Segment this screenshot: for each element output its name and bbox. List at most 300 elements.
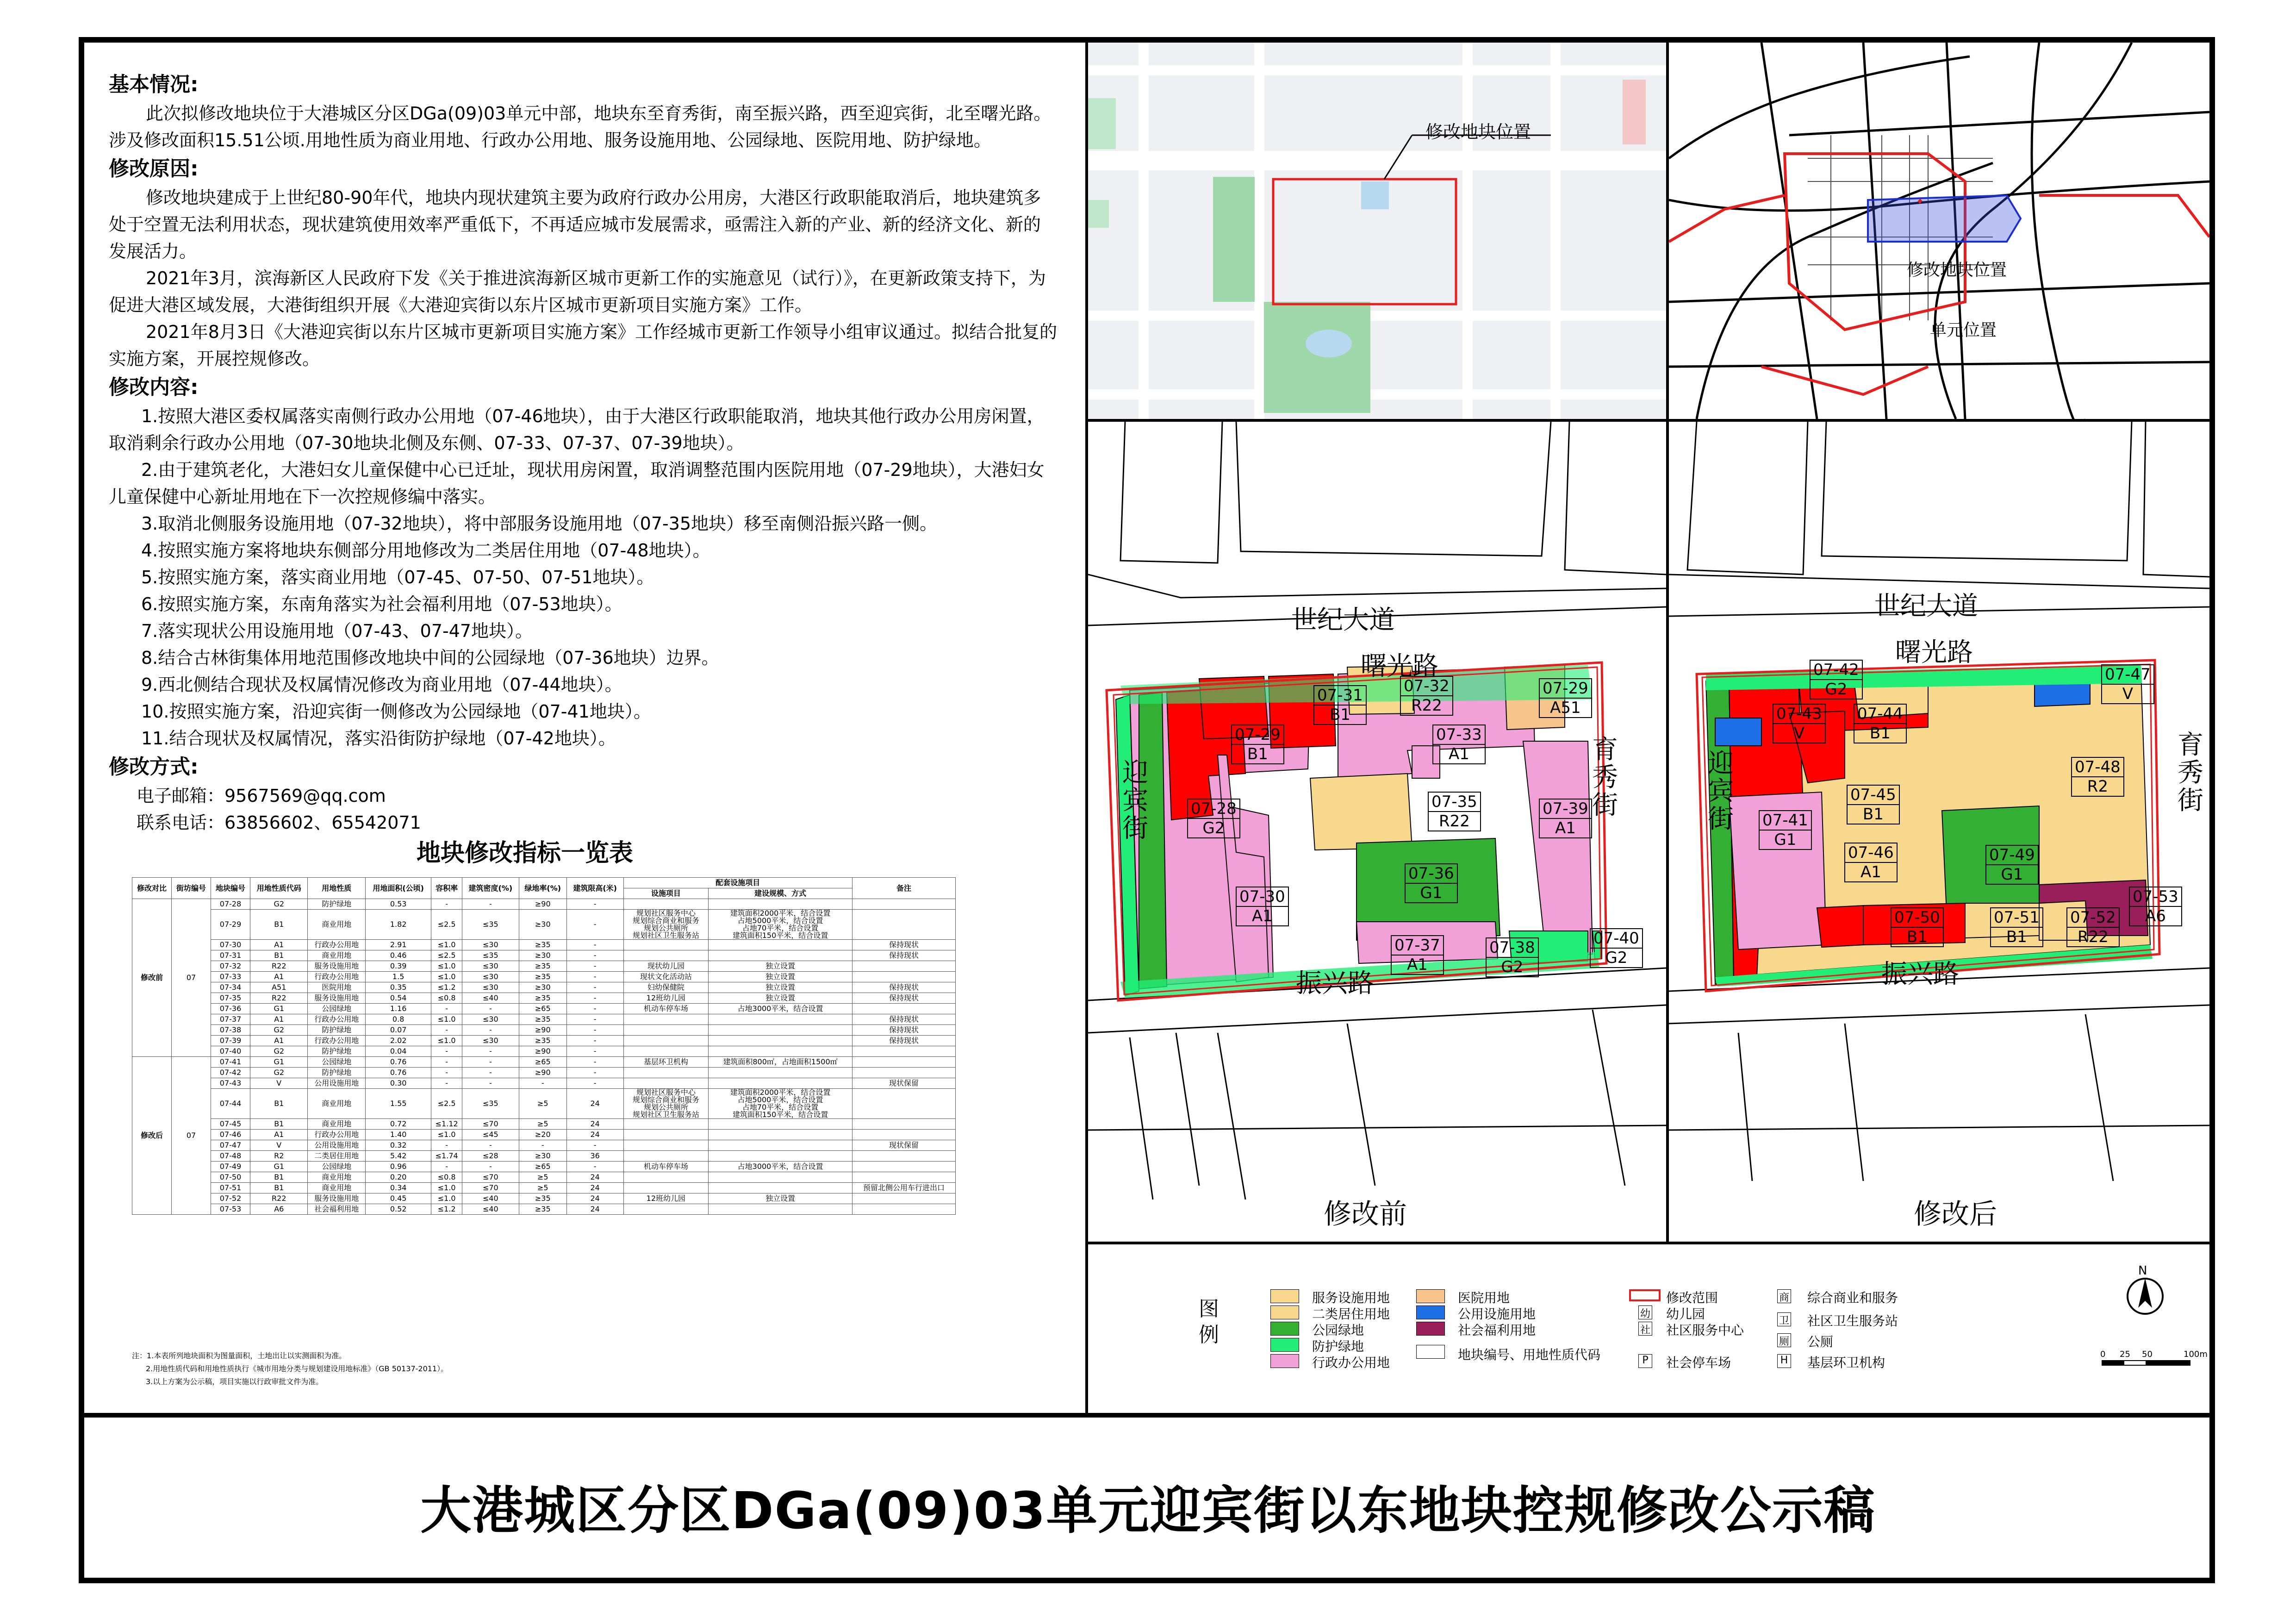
table-cell xyxy=(852,899,955,910)
table-cell: 现状保留 xyxy=(852,1140,955,1151)
table-cell: 保持现状 xyxy=(852,1036,955,1046)
table-cell: 行政办公用地 xyxy=(308,940,365,950)
table-cell: 07-30 xyxy=(211,940,250,950)
table-cell: R22 xyxy=(250,1193,308,1204)
table-cell: 2.02 xyxy=(365,1036,431,1046)
table-cell xyxy=(623,1183,709,1193)
plot-label: 07-41 G1 xyxy=(1759,810,1812,850)
table-cell: 保持现状 xyxy=(852,982,955,993)
table-cell: 建筑面积2000平米，结合设置 占地5000平米，结合设置 占地70平米，结合设置 建筑面积150平米，结合设置 xyxy=(709,910,852,940)
table-cell: 07-53 xyxy=(211,1204,250,1215)
table-cell xyxy=(852,1089,955,1119)
table-cell: - xyxy=(462,1025,519,1036)
street-after-west: 迎宾街 xyxy=(1708,749,1734,834)
table-cell xyxy=(852,1057,955,1068)
table-cell xyxy=(852,1004,955,1014)
content-item: 2.由于建筑老化，大港妇女儿童保健中心已迁址，现状用房闲置，取消调整范围内医院用地（07-29地块），大港妇女儿童保健中心新址用地在下一次控规修编中落实。 xyxy=(109,460,1045,507)
table-cell: ≤40 xyxy=(462,993,519,1004)
table-cell: 24 xyxy=(566,1172,623,1183)
street-before-south: 振兴路 xyxy=(1296,968,1374,999)
table-cell: 规划社区服务中心 规划综合商业和服务 规划公共厕所 规划社区卫生服务站 xyxy=(623,1089,709,1119)
table-cell: - xyxy=(431,1046,462,1057)
table-cell: B1 xyxy=(250,950,308,961)
table-cell: R22 xyxy=(250,961,308,972)
th-block: 街坊编号 xyxy=(172,878,211,899)
table-cell xyxy=(623,899,709,910)
table-row xyxy=(132,1014,956,1025)
table-cell: ≤70 xyxy=(462,1172,519,1183)
table-cell: - xyxy=(566,1162,623,1172)
table-cell: ≤30 xyxy=(462,961,519,972)
content-item: 10.按照实施方案，沿迎宾街一侧修改为公园绿地（07-41地块）。 xyxy=(141,701,651,722)
table-cell: B1 xyxy=(250,910,308,940)
table-cell: ≤30 xyxy=(462,1036,519,1046)
table-row xyxy=(132,1004,956,1014)
table-cell: ≥90 xyxy=(519,1068,566,1078)
table-cell: V xyxy=(250,1078,308,1089)
table-cell: 0.8 xyxy=(365,1014,431,1025)
th-far: 容积率 xyxy=(431,878,462,899)
table-cell: 07-39 xyxy=(211,1036,250,1046)
table-cell: ≥35 xyxy=(519,1014,566,1025)
after-map xyxy=(1669,422,2209,1242)
table-cell xyxy=(709,1204,852,1215)
table-cell: ≤1.0 xyxy=(431,1014,462,1025)
table-cell: 保持现状 xyxy=(852,993,955,1004)
table-cell: ≥5 xyxy=(519,1089,566,1119)
table-cell: 07-46 xyxy=(211,1130,250,1140)
content-item: 3.取消北侧服务设施用地（07-32地块），将中部服务设施用地（07-35地块）移至南侧沿振兴路一侧。 xyxy=(141,513,938,534)
legend-label: 二类居住用地 xyxy=(1312,1306,1390,1322)
swatch-service xyxy=(1270,1289,1299,1303)
table-cell: 24 xyxy=(566,1183,623,1193)
table-cell: 社会福利用地 xyxy=(308,1204,365,1215)
table-cell: G2 xyxy=(250,1046,308,1057)
table-cell: 0.07 xyxy=(365,1025,431,1036)
table-cell: R2 xyxy=(250,1151,308,1162)
table-cell: 24 xyxy=(566,1204,623,1215)
table-cell: 07-42 xyxy=(211,1068,250,1078)
table-row xyxy=(132,940,956,950)
table-row xyxy=(132,1057,956,1068)
table-cell: ≥65 xyxy=(519,1057,566,1068)
content-item: 7.落实现状公用设施用地（07-43、07-47地块）。 xyxy=(141,621,533,641)
basic-title: 基本情况: xyxy=(109,73,199,96)
divider-title xyxy=(84,1413,2209,1418)
table-cell: 1.55 xyxy=(365,1089,431,1119)
table-cell: ≤70 xyxy=(462,1183,519,1193)
block-cell: 07 xyxy=(172,899,211,1057)
table-cell: ≤30 xyxy=(462,1014,519,1025)
th-area: 用地面积(公顷) xyxy=(365,878,431,899)
table-cell: - xyxy=(566,972,623,982)
table-cell: ≥90 xyxy=(519,899,566,910)
table-cell: 24 xyxy=(566,1089,623,1119)
table-cell: - xyxy=(519,1078,566,1089)
legend-label: 公厕 xyxy=(1807,1334,1834,1349)
table-cell: ≥30 xyxy=(519,982,566,993)
table-cell: ≥35 xyxy=(519,1193,566,1204)
table-cell: A1 xyxy=(250,940,308,950)
plot-label: 07-49 G1 xyxy=(1985,845,2039,885)
scale-label: 0 xyxy=(2100,1349,2106,1359)
plot-label: 07-52 R22 xyxy=(2066,907,2120,947)
table-row xyxy=(132,1046,956,1057)
reason-title: 修改原因: xyxy=(109,157,199,181)
plot-label: 07-38 G2 xyxy=(1486,937,1539,977)
table-cell: 07-41 xyxy=(211,1057,250,1068)
table-cell xyxy=(623,1119,709,1130)
kindergarten-icon: 幼 xyxy=(1638,1305,1652,1319)
table-cell: ≤0.8 xyxy=(431,993,462,1004)
table-cell: - xyxy=(431,1004,462,1014)
table-cell: G1 xyxy=(250,1162,308,1172)
table-cell: ≤40 xyxy=(462,1204,519,1215)
scale-label: 50 xyxy=(2142,1349,2153,1359)
plot-label: 07-50 B1 xyxy=(1891,907,1944,947)
street-before-north2: 世纪大道 xyxy=(1291,605,1395,635)
table-cell: 07-31 xyxy=(211,950,250,961)
table-cell xyxy=(623,1046,709,1057)
table-cell: 0.04 xyxy=(365,1046,431,1057)
table-cell: - xyxy=(566,1046,623,1057)
swatch-hospital xyxy=(1416,1289,1445,1303)
table-cell: - xyxy=(519,1140,566,1151)
table-cell: 公用设施用地 xyxy=(308,1078,365,1089)
reason-p2: 2021年3月，滨海新区人民政府下发《关于推进滨海新区城市更新工作的实施意见（试行）》，在更新政策支持下，为促进大港区域发展，大港街组织开展《大港迎宾街以东片区城市更新项目实施方案》工作。 xyxy=(109,268,1046,315)
th-height: 建筑限高(米) xyxy=(566,878,623,899)
street-before-west: 迎宾街 xyxy=(1122,758,1148,843)
table-cell: - xyxy=(431,1025,462,1036)
table-cell: 07-45 xyxy=(211,1119,250,1130)
note-line: 2.用地性质代码和用地性质执行《城市用地分类与规划建设用地标准》（GB 50137-2011）。 xyxy=(146,1364,448,1373)
table-cell: A1 xyxy=(250,1014,308,1025)
table-cell: - xyxy=(462,1004,519,1014)
legend-label: 幼儿园 xyxy=(1666,1306,1705,1322)
table-cell: 0.35 xyxy=(365,982,431,993)
table-cell: 行政办公用地 xyxy=(308,1014,365,1025)
table-cell: ≤2.5 xyxy=(431,950,462,961)
table-cell: ≥90 xyxy=(519,1046,566,1057)
table-cell: - xyxy=(566,899,623,910)
table-cell: 占地3000平米，结合设置 xyxy=(709,1162,852,1172)
table-cell: 独立设置 xyxy=(709,961,852,972)
table-cell: 0.96 xyxy=(365,1162,431,1172)
table-cell: ≤2.5 xyxy=(431,1089,462,1119)
table-cell: A1 xyxy=(250,972,308,982)
contact-email: 电子邮箱：9567569@qq.com xyxy=(137,786,386,806)
table-cell xyxy=(623,1078,709,1089)
table-cell: A1 xyxy=(250,1130,308,1140)
table-cell: 预留北侧公用车行进出口 xyxy=(852,1183,955,1193)
table-cell: ≤1.0 xyxy=(431,1130,462,1140)
plot-label: 07-45 B1 xyxy=(1847,785,1900,824)
north-label: N xyxy=(2138,1264,2147,1278)
table-cell: 基层环卫机构 xyxy=(623,1057,709,1068)
table-cell: G2 xyxy=(250,1068,308,1078)
table-cell: 公园绿地 xyxy=(308,1057,365,1068)
table-cell xyxy=(852,972,955,982)
plot-label: 07-30 A1 xyxy=(1236,887,1289,926)
table-cell: 07-50 xyxy=(211,1172,250,1183)
table-cell: - xyxy=(431,1057,462,1068)
plot-label: 07-28 G2 xyxy=(1187,799,1240,838)
table-title: 地块修改指标一览表 xyxy=(417,839,634,867)
scale-bar xyxy=(2101,1359,2194,1373)
table-cell: 07-48 xyxy=(211,1151,250,1162)
th-note: 备注 xyxy=(852,878,955,899)
table-cell xyxy=(623,950,709,961)
plot-label: 07-43 V xyxy=(1773,704,1826,743)
table-cell xyxy=(623,1068,709,1078)
table-cell: ≥5 xyxy=(519,1119,566,1130)
community-center-icon: 社 xyxy=(1638,1322,1652,1336)
context-map xyxy=(1669,43,2209,419)
table-cell: 07-52 xyxy=(211,1193,250,1204)
table-cell: 07-44 xyxy=(211,1089,250,1119)
table-cell xyxy=(623,1025,709,1036)
table-cell: - xyxy=(566,1036,623,1046)
table-cell xyxy=(852,1162,955,1172)
table-cell: 公园绿地 xyxy=(308,1162,365,1172)
street-after-north: 曙光路 xyxy=(1895,637,1973,668)
description-panel xyxy=(109,69,1058,836)
table-row xyxy=(132,972,956,982)
table-cell: 07-40 xyxy=(211,1046,250,1057)
legend-title: 图例 xyxy=(1199,1297,1219,1347)
swatch-plotcode xyxy=(1416,1345,1445,1359)
table-cell: - xyxy=(462,1068,519,1078)
commercial-icon: 商 xyxy=(1777,1289,1791,1303)
legend-label: 综合商业和服务 xyxy=(1807,1290,1898,1305)
table-row xyxy=(132,961,956,972)
street-after-south: 振兴路 xyxy=(1881,959,1959,989)
sanitation-icon: H xyxy=(1777,1354,1791,1368)
table-row xyxy=(132,1025,956,1036)
table-cell: 服务设施用地 xyxy=(308,1193,365,1204)
table-cell xyxy=(709,899,852,910)
content-item: 1.按照大港区委权属落实南侧行政办公用地（07-46地块），由于大港区行政职能取消，地块其他行政办公用房闲置，取消剩余行政办公用地（07-30地块北侧及东侧、07-33、07-37、07-39地块）。 xyxy=(109,406,1045,453)
table-cell: ≤1.0 xyxy=(431,1183,462,1193)
table-cell xyxy=(709,1183,852,1193)
table-cell: ≥30 xyxy=(519,950,566,961)
table-cell: 建筑面积2000平米，结合设置 占地5000平米，结合设置 占地70平米，结合设置 建筑面积150平米，结合设置 xyxy=(709,1089,852,1119)
table-cell xyxy=(709,950,852,961)
table-cell: 服务设施用地 xyxy=(308,961,365,972)
table-cell: ≥20 xyxy=(519,1130,566,1140)
table-cell: ≥35 xyxy=(519,1036,566,1046)
table-cell: 2.91 xyxy=(365,940,431,950)
street-before-east: 育秀街 xyxy=(1592,735,1618,820)
table-cell: ≤1.0 xyxy=(431,961,462,972)
table-cell xyxy=(709,940,852,950)
plot-label: 07-35 R22 xyxy=(1428,792,1481,831)
table-cell xyxy=(623,940,709,950)
table-cell xyxy=(852,1151,955,1162)
table-cell: R22 xyxy=(250,993,308,1004)
context-label-plot: 修改地块位置 xyxy=(1907,261,2007,280)
table-cell: 保持现状 xyxy=(852,950,955,961)
table-cell xyxy=(709,1014,852,1025)
plot-label: 07-42 G2 xyxy=(1810,660,1863,700)
note-line: 3.以上方案为公示稿，项目实施以行政审批文件为准。 xyxy=(146,1377,324,1386)
table-cell: 商业用地 xyxy=(308,1089,365,1119)
legend-label: 社区服务中心 xyxy=(1666,1323,1744,1338)
table-cell: 07-51 xyxy=(211,1183,250,1193)
table-cell: ≤0.8 xyxy=(431,1172,462,1183)
table-cell: ≥35 xyxy=(519,961,566,972)
after-title: 修改后 xyxy=(1914,1198,1997,1230)
plot-label: 07-40 G2 xyxy=(1590,928,1643,968)
table-cell: - xyxy=(566,1004,623,1014)
north-arrow-icon xyxy=(2124,1275,2166,1317)
plot-label: 07-33 A1 xyxy=(1432,725,1486,764)
table-cell: 07-32 xyxy=(211,961,250,972)
content-title: 修改内容: xyxy=(109,375,199,399)
table-cell: ≤70 xyxy=(462,1119,519,1130)
context-label-unit: 单元位置 xyxy=(1930,321,1997,340)
table-cell: 行政办公用地 xyxy=(308,1130,365,1140)
table-cell xyxy=(709,1036,852,1046)
table-cell: ≤35 xyxy=(462,1089,519,1119)
table-row xyxy=(132,1151,956,1162)
table-cell: - xyxy=(462,1046,519,1057)
table-cell xyxy=(623,1130,709,1140)
table-cell: 独立设置 xyxy=(709,1193,852,1204)
swatch-residential xyxy=(1270,1305,1299,1319)
table-cell: 独立设置 xyxy=(709,993,852,1004)
scale-label: 25 xyxy=(2120,1349,2130,1359)
table-cell: - xyxy=(566,950,623,961)
table-cell xyxy=(709,1130,852,1140)
th-density: 建筑密度(%) xyxy=(462,878,519,899)
table-cell: - xyxy=(566,1014,623,1025)
table-cell: ≤30 xyxy=(462,940,519,950)
table-cell: 0.76 xyxy=(365,1068,431,1078)
table-cell: 07-34 xyxy=(211,982,250,993)
legend-label: 公用设施用地 xyxy=(1458,1306,1536,1322)
table-cell: ≤35 xyxy=(462,910,519,940)
legend-label: 社会停车场 xyxy=(1666,1355,1731,1370)
table-cell: 5.42 xyxy=(365,1151,431,1162)
table-cell: 07-35 xyxy=(211,993,250,1004)
table-cell: ≥5 xyxy=(519,1172,566,1183)
table-cell: 保持现状 xyxy=(852,1025,955,1036)
table-cell: 1.82 xyxy=(365,910,431,940)
table-cell: 建筑面积800㎡，占地面积1500㎡ xyxy=(709,1057,852,1068)
table-cell: 现状文化活动站 xyxy=(623,972,709,982)
table-cell: - xyxy=(462,899,519,910)
table-cell: 商业用地 xyxy=(308,910,365,940)
table-cell xyxy=(623,1014,709,1025)
content-item: 6.按照实施方案，东南角落实为社会福利用地（07-53地块）。 xyxy=(141,594,622,614)
table-cell: ≤30 xyxy=(462,972,519,982)
table-cell: ≤35 xyxy=(462,950,519,961)
table-cell: 防护绿地 xyxy=(308,899,365,910)
table-cell: A51 xyxy=(250,982,308,993)
table-cell xyxy=(852,961,955,972)
table-cell: 0.54 xyxy=(365,993,431,1004)
table-cell: A1 xyxy=(250,1036,308,1046)
content-item: 5.按照实施方案，落实商业用地（07-45、07-50、07-51地块）。 xyxy=(141,567,654,587)
table-cell: ≤1.2 xyxy=(431,982,462,993)
table-cell: 防护绿地 xyxy=(308,1025,365,1036)
table-cell: ≥35 xyxy=(519,972,566,982)
table-cell: - xyxy=(566,1057,623,1068)
plot-label: 07-32 R22 xyxy=(1400,676,1453,716)
table-cell xyxy=(852,1204,955,1215)
toilet-icon: 厕 xyxy=(1777,1333,1791,1347)
table-row xyxy=(132,1193,956,1204)
table-cell xyxy=(623,1151,709,1162)
content-item: 9.西北侧结合现状及权属情况修改为商业用地（07-44地块）。 xyxy=(141,675,622,695)
street-after-east: 育秀街 xyxy=(2178,730,2203,816)
table-row xyxy=(132,993,956,1004)
table-cell: ≥5 xyxy=(519,1183,566,1193)
table-cell xyxy=(709,1119,852,1130)
table-cell: V xyxy=(250,1140,308,1151)
table-cell: 0.20 xyxy=(365,1172,431,1183)
table-cell: 1.16 xyxy=(365,1004,431,1014)
table-cell: ≥30 xyxy=(519,1151,566,1162)
swatch-welfare xyxy=(1416,1322,1445,1336)
table-cell: 1.40 xyxy=(365,1130,431,1140)
table-cell: 独立设置 xyxy=(709,972,852,982)
contact-phone: 联系电话：63856602、65542071 xyxy=(137,812,421,833)
table-notes xyxy=(132,1349,965,1388)
legend-label: 公园绿地 xyxy=(1312,1323,1364,1338)
table-cell: ≤1.0 xyxy=(431,1193,462,1204)
table-cell: - xyxy=(566,1140,623,1151)
table-cell: 1.5 xyxy=(365,972,431,982)
table-cell: 公园绿地 xyxy=(308,1004,365,1014)
table-cell: 0.76 xyxy=(365,1057,431,1068)
table-cell: G1 xyxy=(250,1004,308,1014)
plot-label: 07-47 V xyxy=(2101,664,2154,704)
table-cell: 公用设施用地 xyxy=(308,1140,365,1151)
table-cell xyxy=(852,1130,955,1140)
table-cell: 24 xyxy=(566,1130,623,1140)
table-cell: 机动车停车场 xyxy=(623,1162,709,1172)
before-title: 修改前 xyxy=(1324,1198,1407,1230)
table-cell: A6 xyxy=(250,1204,308,1215)
content-item: 8.结合古林街集体用地范围修改地块中间的公园绿地（07-36地块）边界。 xyxy=(141,648,719,668)
table-cell: 保持现状 xyxy=(852,1014,955,1025)
table-cell: 0.72 xyxy=(365,1119,431,1130)
table-cell xyxy=(852,910,955,940)
plot-label: 07-29 B1 xyxy=(1231,725,1284,764)
table-row xyxy=(132,1089,956,1119)
table-cell: G1 xyxy=(250,1057,308,1068)
table-cell xyxy=(709,1025,852,1036)
table-cell: 服务设施用地 xyxy=(308,993,365,1004)
note-line: 注：1.本表所列地块面积为图量面积，土地出让以实测面积为准。 xyxy=(132,1351,347,1360)
page-title: 大港城区分区DGa(09)03单元迎宾街以东地块控规修改公示稿 xyxy=(420,1481,1876,1540)
table-cell xyxy=(709,1172,852,1183)
table-cell xyxy=(623,1036,709,1046)
th-facility-item: 设施项目 xyxy=(623,888,709,899)
legend-label: 服务设施用地 xyxy=(1312,1290,1390,1305)
parking-icon: P xyxy=(1638,1354,1652,1368)
table-cell: 行政办公用地 xyxy=(308,1036,365,1046)
table-cell: ≤2.5 xyxy=(431,910,462,940)
table-cell: - xyxy=(566,982,623,993)
location-label: 修改地块位置 xyxy=(1425,122,1531,142)
table-cell xyxy=(852,1172,955,1183)
table-cell xyxy=(709,1140,852,1151)
plot-label: 07-44 B1 xyxy=(1854,704,1907,743)
legend-label: 社区卫生服务站 xyxy=(1807,1313,1898,1329)
